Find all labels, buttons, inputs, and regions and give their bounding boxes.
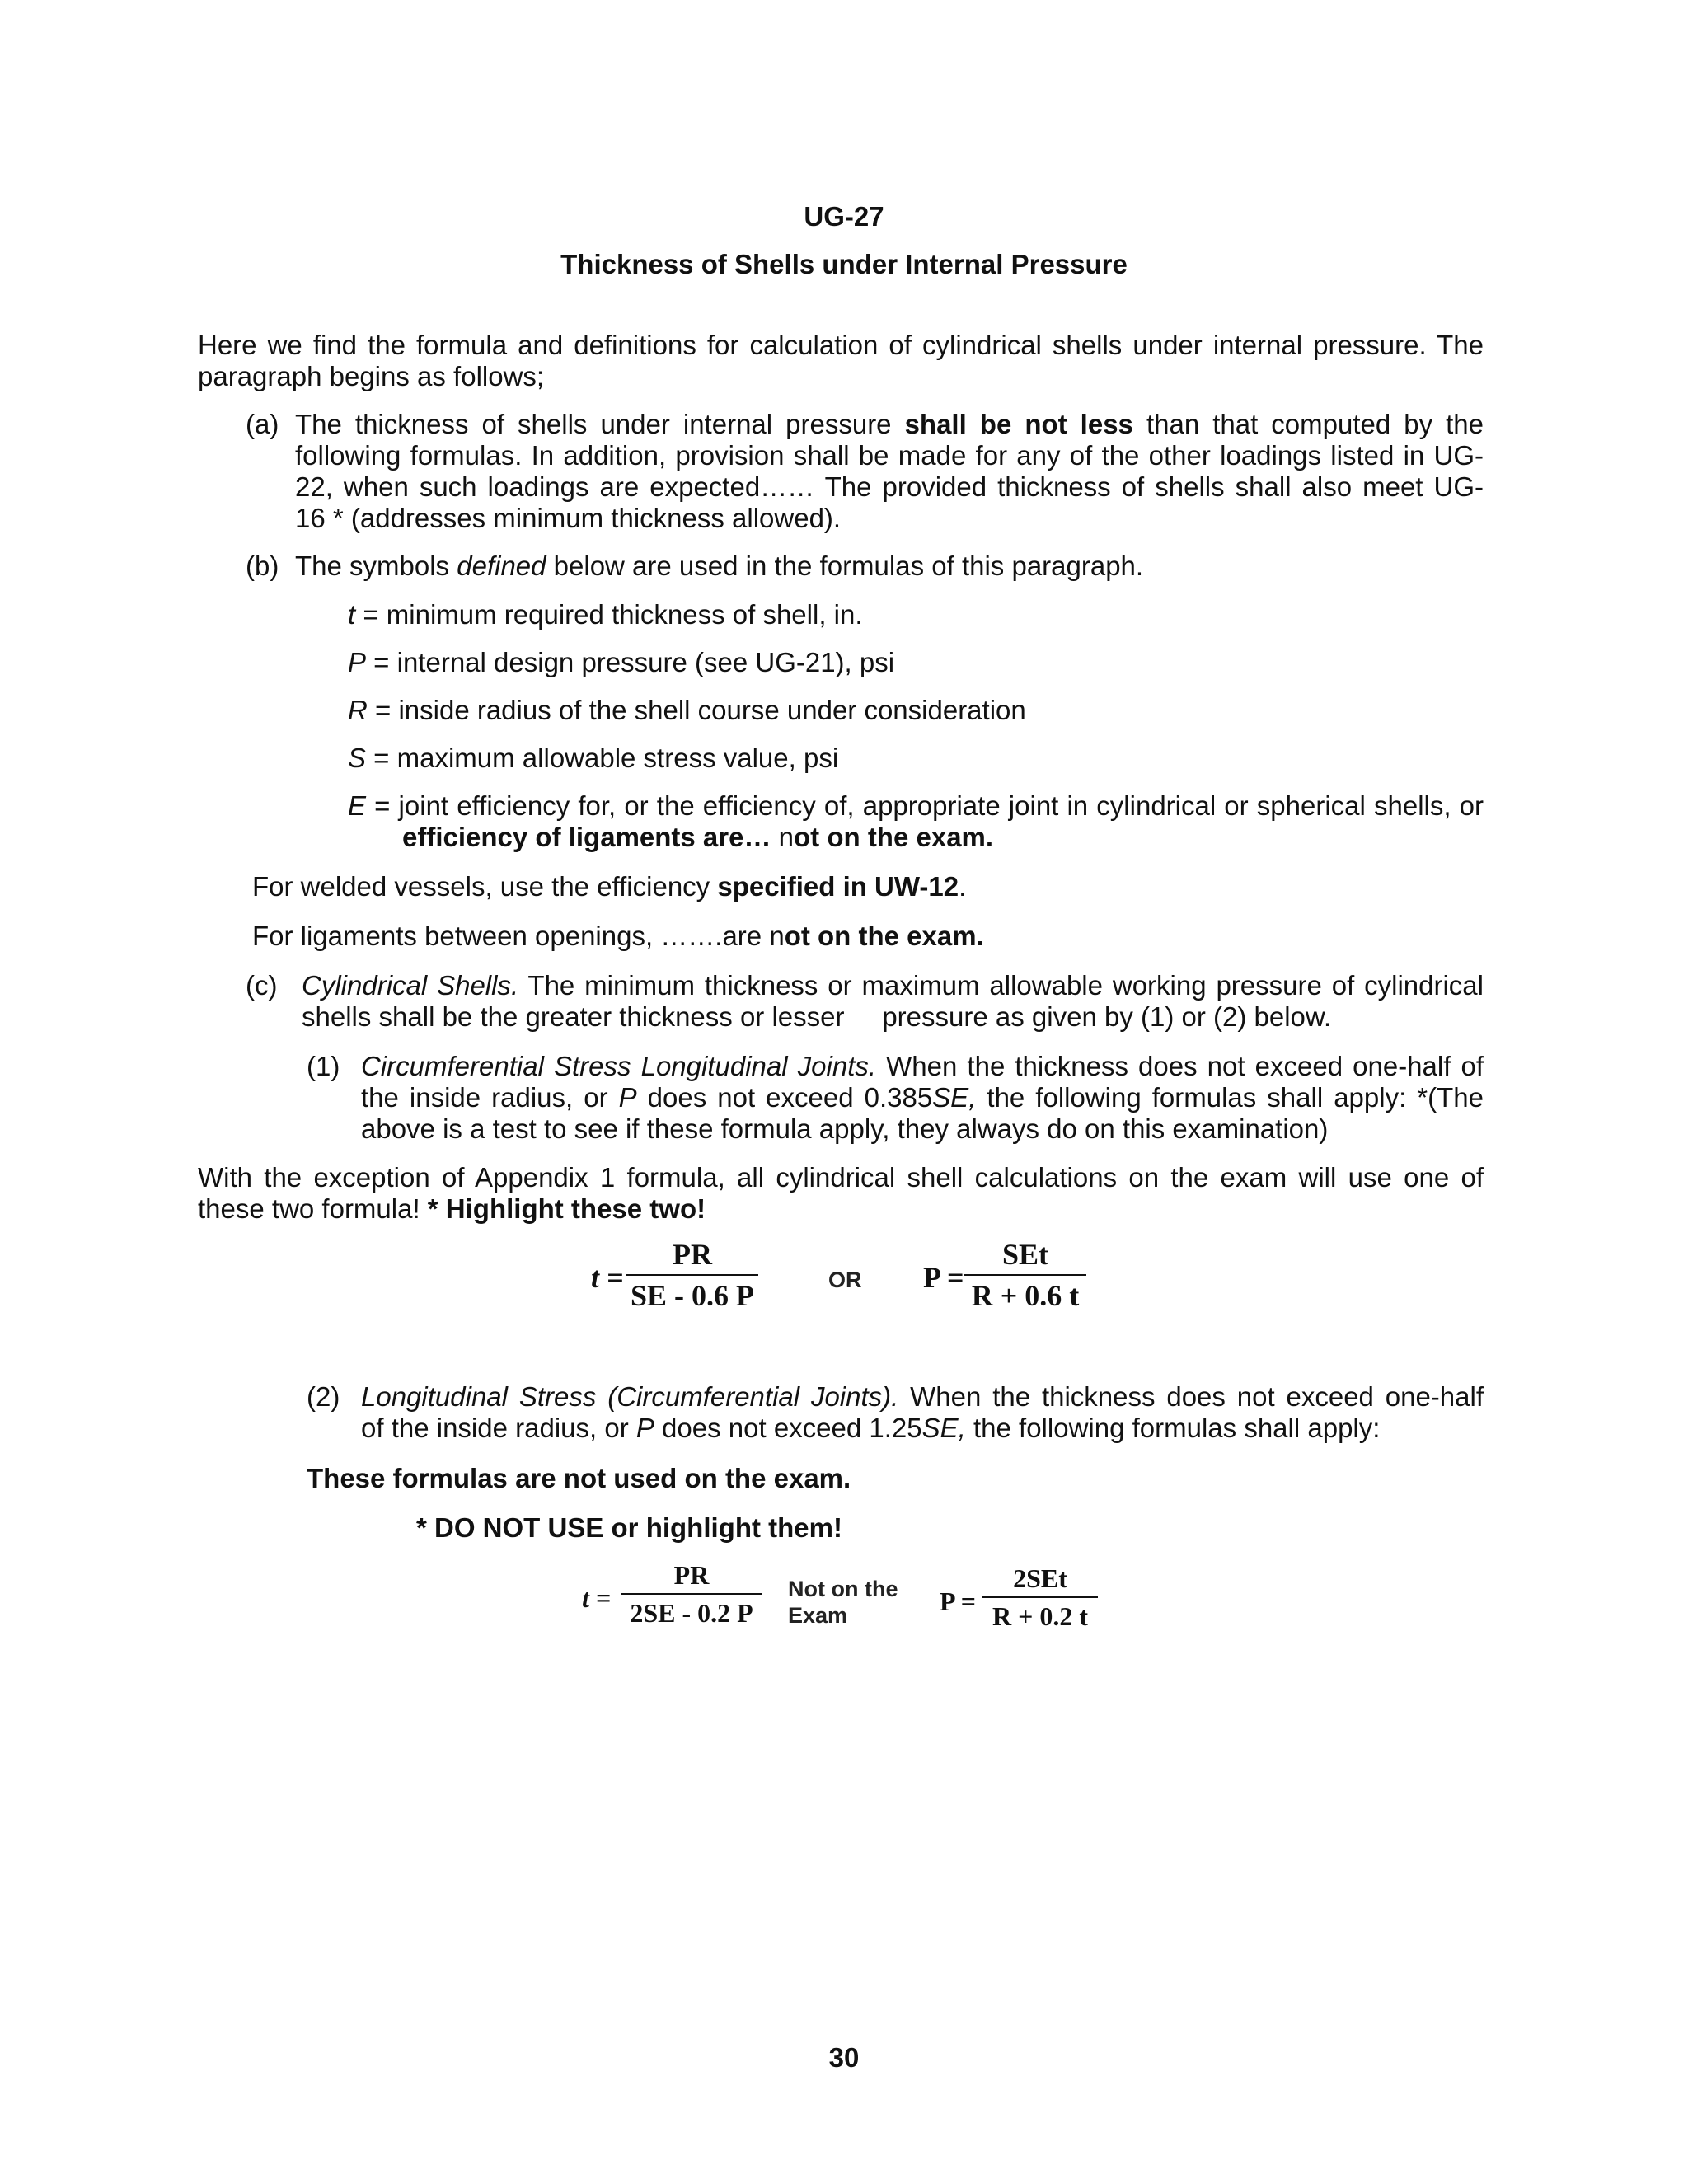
item-b-label: (b)	[246, 551, 279, 581]
symbol-e-normal: n	[778, 822, 795, 852]
exception-paragraph	[198, 1162, 1484, 1225]
item-a-text	[295, 409, 1484, 534]
formula3-lhs-text: t =	[582, 1583, 612, 1613]
symbol-t	[348, 599, 863, 630]
item-c-label: (c)	[246, 970, 278, 1001]
do-not-use-note: * DO NOT USE or highlight them!	[416, 1512, 842, 1543]
item-c-text	[302, 970, 1484, 1033]
formula4-lhs: P =	[940, 1586, 977, 1616]
formula4-fraction	[982, 1563, 1098, 1631]
welded-bold: specified in UW-12	[717, 871, 959, 902]
formula3-lhs	[582, 1582, 611, 1614]
formula4-denominator: R + 0.2 t	[992, 1601, 1088, 1631]
formula1-denominator: SE - 0.6 P	[630, 1279, 754, 1312]
exception-l2-bold: * Highlight these two!	[427, 1193, 706, 1224]
symbol-e-line-1	[348, 790, 1484, 822]
item-c1-l2-p: P	[618, 1082, 637, 1113]
symbol-t-def: = minimum required thickness of shell, in.	[355, 599, 863, 630]
ligaments-bold: ot on the exam.	[784, 921, 984, 951]
symbol-e-def: = joint efficiency for, or the efficiency of, appropriate joint in cylindrical or spherical shells, or	[366, 790, 1484, 821]
symbol-e-bold2: ot on the exam.	[794, 822, 994, 852]
item-c2-line-1	[361, 1381, 1484, 1413]
formula2-lhs: P =	[923, 1261, 964, 1294]
item-c1-line-2	[361, 1082, 1484, 1113]
item-c1-italic: Circumferential Stress Longitudinal Joints.	[361, 1051, 877, 1081]
not-on-exam-line-1: Not on the	[788, 1577, 898, 1601]
exception-l2-pre: these two formula!	[198, 1193, 428, 1224]
item-a-l1-post: than that computed by the	[1132, 409, 1484, 439]
symbol-p-sym: P	[348, 647, 367, 677]
welded-post: .	[959, 871, 967, 902]
item-a-l1-bold: shall be not less	[904, 409, 1133, 439]
item-c2-label: (2)	[307, 1381, 340, 1412]
item-a-label: (a)	[246, 409, 279, 439]
item-b-italic: defined	[457, 551, 546, 581]
formula3-fraction	[621, 1560, 762, 1628]
symbol-s	[348, 743, 838, 774]
item-b-post: below are used in the formulas of this paragraph.	[546, 551, 1144, 581]
symbol-r-sym: R	[348, 695, 368, 725]
exception-line-1: With the exception of Appendix 1 formula, all cylindrical shell calculations on the exam will use one of	[198, 1162, 1484, 1193]
item-c1-line-3: above is a test to see if these formula apply, they always do on this examination)	[361, 1113, 1329, 1144]
item-c1-text	[361, 1051, 1484, 1145]
item-c2-l2-p: P	[635, 1413, 654, 1443]
symbol-t-sym: t	[348, 599, 356, 630]
item-c-line-1	[302, 970, 1484, 1001]
symbol-e-bold1: efficiency of ligaments are…	[402, 822, 779, 852]
formula2-numerator: SEt	[1001, 1238, 1049, 1271]
item-c1-line-1	[361, 1051, 1484, 1082]
formula3-bar	[621, 1593, 762, 1595]
symbol-r	[348, 695, 1026, 726]
item-c2-text	[361, 1381, 1484, 1444]
item-c1-l1: When the thickness does not exceed one-half of	[876, 1051, 1484, 1081]
formula1-lhs	[591, 1262, 624, 1293]
formula1-bar	[626, 1274, 758, 1276]
item-c-line-2: shells shall be the greater thickness or lesser pressure as given by (1) or (2) below.	[302, 1001, 1332, 1032]
symbol-r-def: = inside radius of the shell course under consideration	[367, 695, 1026, 725]
formula3-denominator: 2SE - 0.2 P	[630, 1598, 753, 1628]
item-b-text	[295, 551, 1143, 582]
not-on-exam-line-2: Exam	[788, 1603, 848, 1628]
symbol-s-sym: S	[348, 743, 367, 773]
formula-or: OR	[828, 1268, 862, 1292]
page-number: 30	[828, 2042, 860, 2073]
item-a-line-3: 22, when such loadings are expected…… The provided thickness of shells shall also meet UG-	[295, 471, 1484, 502]
item-a-line-2: following formulas. In addition, provision shall be made for any of the other loadings listed in UG-	[295, 440, 1484, 471]
item-c2-l2-se: SE,	[921, 1413, 966, 1443]
formula2-bar	[964, 1274, 1086, 1276]
exception-line-2	[198, 1193, 1484, 1225]
item-a-l1-pre: The thickness of shells under internal pressure	[295, 409, 905, 439]
item-c1-l2-post: the following formulas shall apply: *(The	[976, 1082, 1484, 1113]
item-b-pre: The symbols	[295, 551, 457, 581]
item-c1-l2-mid: does not exceed 0.385	[636, 1082, 933, 1113]
formula2-denominator: R + 0.6 t	[971, 1279, 1080, 1312]
ligaments-note	[252, 921, 984, 952]
item-a-line-1	[295, 409, 1484, 440]
intro-paragraph	[198, 330, 1484, 392]
item-a-line-4: 16 * (addresses minimum thickness allowed).	[295, 503, 842, 533]
welded-note	[252, 871, 966, 902]
symbol-s-def: = maximum allowable stress value, psi	[366, 743, 839, 773]
intro-line-2: paragraph begins as follows;	[198, 361, 545, 391]
formula1-fraction	[626, 1238, 758, 1312]
formula1-numerator: PR	[673, 1238, 712, 1271]
welded-pre: For welded vessels, use the efficiency	[252, 871, 718, 902]
item-c1-l2-pre: the inside radius, or	[361, 1082, 619, 1113]
section-code: UG-27	[804, 201, 884, 232]
formula3-numerator: PR	[673, 1560, 710, 1590]
item-c2-l2-post: the following formulas shall apply:	[965, 1413, 1381, 1443]
intro-line-1: Here we find the formula and definitions for calculation of cylindrical shells under internal pressure. The	[198, 330, 1484, 360]
formula1-lhs-text: t =	[591, 1261, 624, 1294]
symbol-p	[348, 647, 894, 678]
not-on-exam-label	[788, 1576, 898, 1629]
item-c2-l2-pre: of the inside radius, or	[361, 1413, 636, 1443]
symbol-e-line-2	[348, 822, 1484, 853]
item-c2-l2-mid: does not exceed 1.25	[654, 1413, 922, 1443]
item-c1-label: (1)	[307, 1051, 340, 1081]
formula2-fraction	[964, 1238, 1086, 1312]
item-c2-line-2	[361, 1413, 1484, 1444]
ligaments-pre: For ligaments between openings, …….are n	[252, 921, 785, 951]
item-c2-italic: Longitudinal Stress (Circumferential Joints).	[361, 1381, 899, 1412]
not-used-note: These formulas are not used on the exam.	[307, 1463, 851, 1493]
item-c-l1: The minimum thickness or maximum allowable working pressure of cylindrical	[518, 970, 1484, 1001]
item-c1-l2-se: SE,	[932, 1082, 977, 1113]
symbol-e	[348, 790, 1484, 853]
section-title: Thickness of Shells under Internal Pressure	[560, 249, 1128, 279]
symbol-p-def: = internal design pressure (see UG-21), psi	[366, 647, 895, 677]
item-c-italic: Cylindrical Shells.	[302, 970, 519, 1001]
item-c2-l1: When the thickness does not exceed one-half	[898, 1381, 1484, 1412]
symbol-e-sym: E	[348, 790, 367, 821]
formula4-numerator: 2SEt	[1013, 1563, 1067, 1593]
formula4-bar	[982, 1596, 1098, 1598]
